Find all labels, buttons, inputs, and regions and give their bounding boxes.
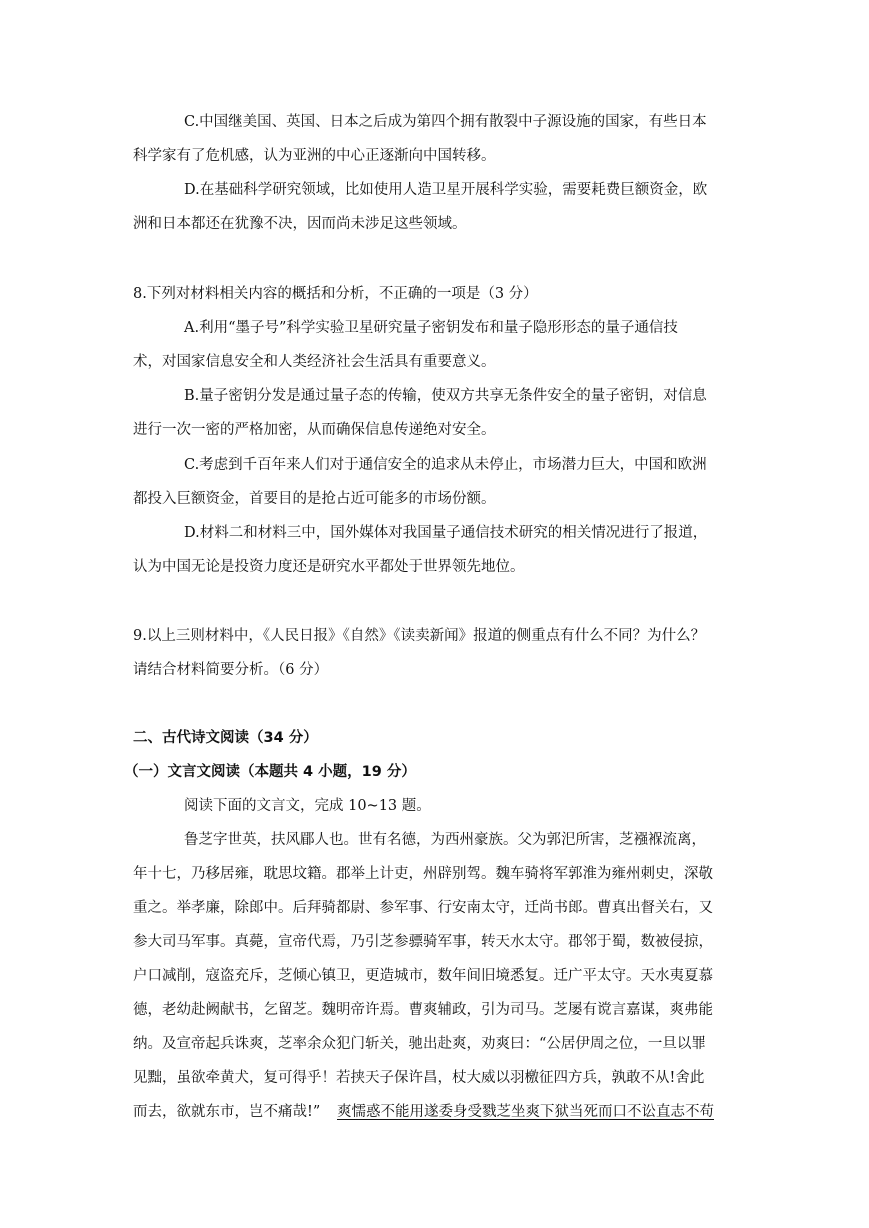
text-line-q9a: 9.以上三则材料中，《人民日报》《自然》《读卖新闻》报道的侧重点有什么不同？为什么？ <box>133 628 706 644</box>
text-line-c2: 科学家有了危机感，认为亚洲的中心正逐渐向中国转移。 <box>133 148 496 164</box>
text-line-c1: C.中国继美国、英国、日本之后成为第四个拥有散裂中子源设施的国家，有些日本 <box>184 114 707 130</box>
text-line-d1: D.在基础科学研究领域，比如使用人造卫星开展科学实验，需要耗费巨额资金，欧 <box>184 182 708 198</box>
text-line-q9b: 请结合材料简要分析。（6 分） <box>133 662 329 678</box>
text-line-q8d2: 认为中国无论是投资力度还是研究水平都处于世界领先地位。 <box>133 559 525 575</box>
text-line-q8c1: C.考虑到千百年来人们对于通信安全的追求从未停止，市场潜力巨大，中国和欧洲 <box>184 457 707 473</box>
text-line-sec2: 二、古代诗文阅读（34 分） <box>133 730 318 746</box>
text-line-q8b2: 进行一次一密的严格加密，从而确保信息传递绝对安全。 <box>133 422 496 438</box>
text-line-p8: 见黜，虽欲牵黄犬，复可得乎！若挟天子保许昌，杖大威以羽檄征四方兵，孰敢不从!舍此 <box>133 1070 705 1086</box>
text-line-q8c2: 都投入巨额资金，首要目的是抢占近可能多的市场份额。 <box>133 491 496 507</box>
text-line-p4: 参大司马军事。真薨，宣帝代焉，乃引芝参骠骑军事，转天水太守。郡邻于蜀，数被侵掠， <box>133 934 713 950</box>
text-line-p3: 重之。举孝廉，除郎中。后拜骑都尉、参军事、行安南太守，迁尚书郎。曹真出督关右，又 <box>133 900 713 916</box>
text-line-p7: 纳。及宣帝起兵诛爽，芝率余众犯门斩关，驰出赴爽，劝爽曰：“公居伊周之位，一旦以罪 <box>133 1036 706 1052</box>
text-line-p5: 户口减削，寇盗充斥，芝倾心镇卫，更造城市，数年间旧境悉复。迁广平太守。天水夷夏慕 <box>133 968 713 984</box>
text-line-q8b1: B.量子密钥分发是通过量子态的传输，使双方共享无条件安全的量子密钥，对信息 <box>184 388 707 404</box>
text-line-q8d1: D.材料二和材料三中，国外媒体对我国量子通信技术研究的相关情况进行了报道， <box>184 525 708 541</box>
text-line-q8: 8.下列对材料相关内容的概括和分析，不正确的一项是（3 分） <box>133 286 538 302</box>
text-line-p1: 鲁芝字世英，扶风郿人也。世有名德，为西州豪族。父为郭汜所害，芝襁褓流离， <box>184 832 706 848</box>
text-line-sub1: （一）文言文阅读（本题共 4 小题，19 分） <box>124 764 416 780</box>
text-line-p2: 年十七，乃移居雍，耽思坟籍。郡举上计吏，州辟别驾。魏车骑将军郭淮为雍州刺史，深敬 <box>133 866 713 882</box>
text-line-p6: 德，老幼赴阙献书，乞留芝。魏明帝许焉。曹爽辅政，引为司马。芝屡有谠言嘉谋，爽弗能 <box>133 1002 713 1018</box>
text-line-intro: 阅读下面的文言文，完成 10~13 题。 <box>184 798 431 814</box>
text-line-q8a1: A.利用“墨子号”科学实验卫星研究量子密钥发布和量子隐形形态的量子通信技 <box>184 320 678 336</box>
text-line-p9: 而去，欲就东市，岂不痛哉!” <box>133 1104 321 1120</box>
text-line-q8a2: 术，对国家信息安全和人类经济社会生活具有重要意义。 <box>133 354 496 370</box>
text-line-p9u: 爽懦惑不能用遂委身受戮芝坐爽下狱当死而口不讼直志不苟 <box>337 1104 714 1120</box>
text-line-d2: 洲和日本都还在犹豫不决，因而尚未涉足这些领域。 <box>133 216 467 232</box>
